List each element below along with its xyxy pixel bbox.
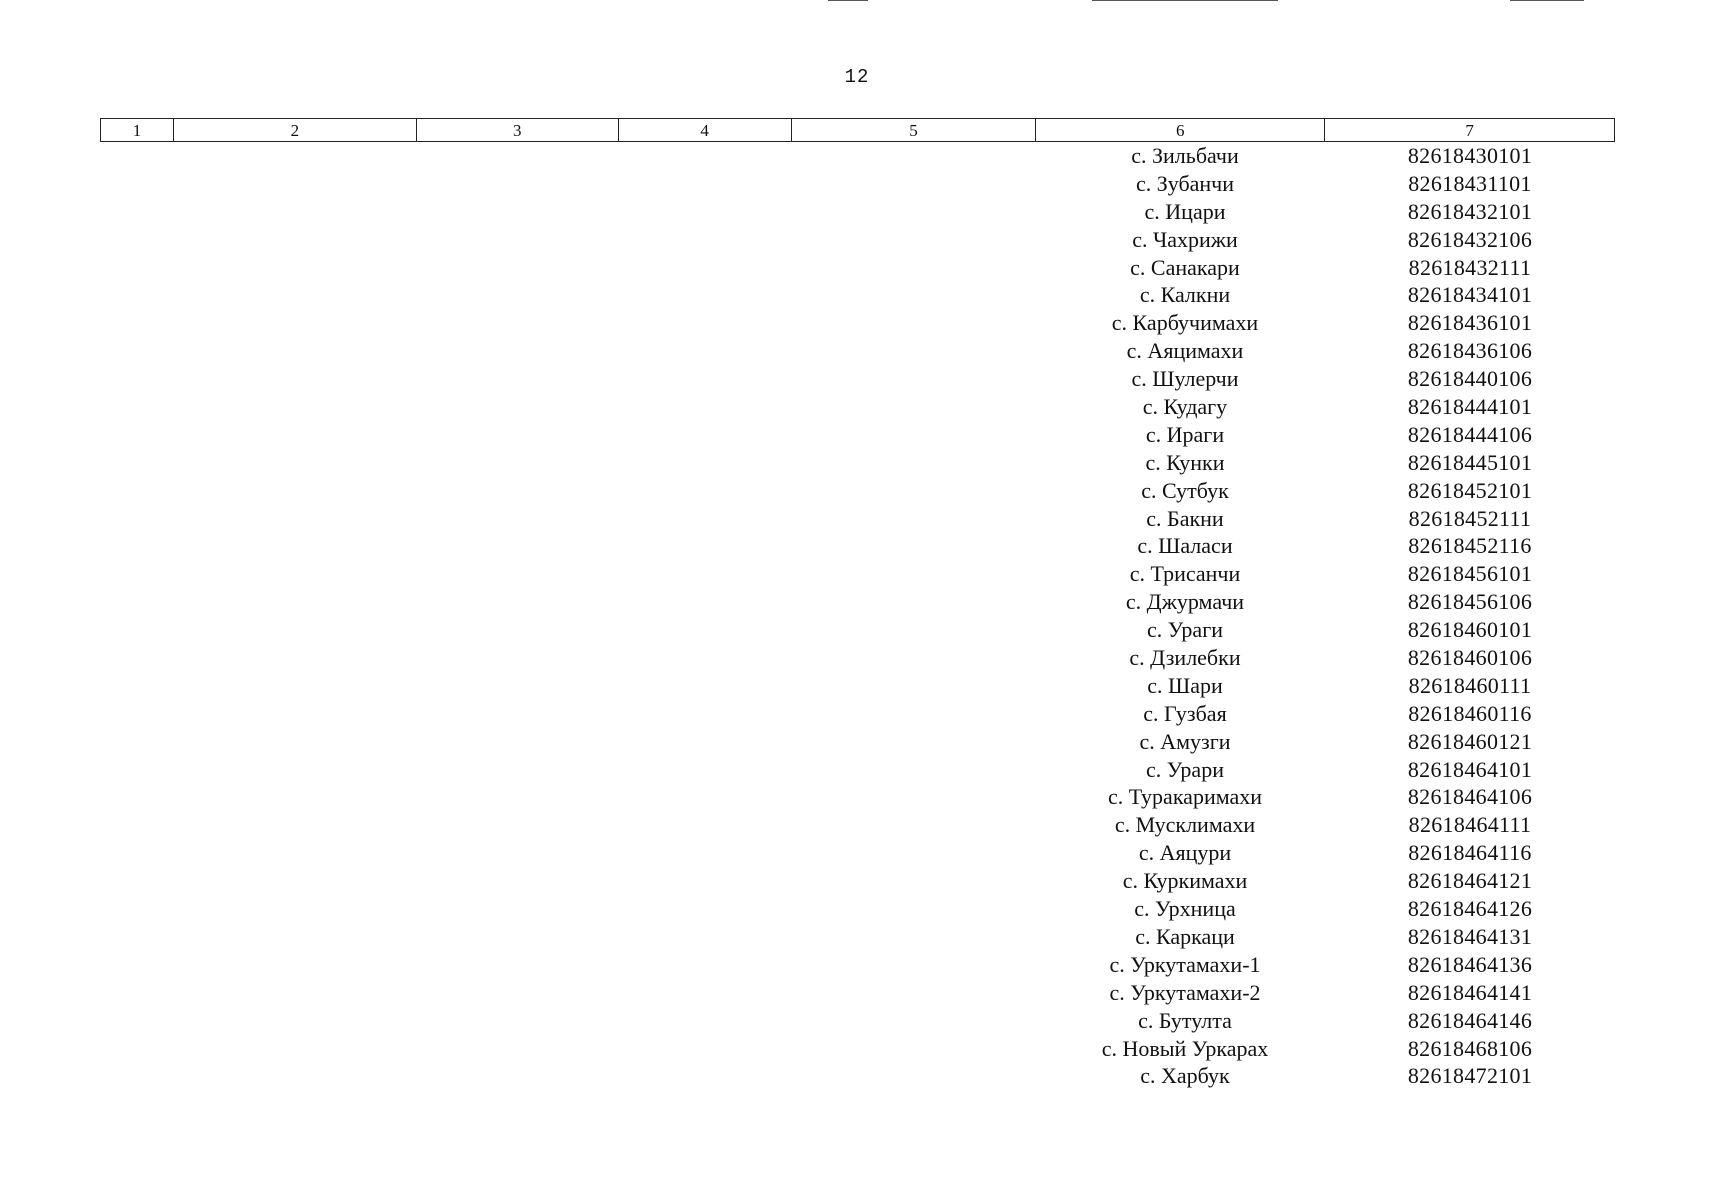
table-row [0,532,1714,560]
settlement-name: с. Ураги [1147,617,1223,643]
oktmo-code: 82618472101 [1407,1063,1533,1089]
settlement-name: с. Зильбачи [1131,143,1239,168]
settlement-name: с. Уркутамахи-1 [1109,951,1261,977]
settlement-name: с. Карбучимахи [1111,310,1259,336]
column-header-7: 7 [1325,119,1615,141]
table-row [0,951,1714,979]
oktmo-code: 82618464116 [1408,840,1532,866]
table-row [0,560,1714,588]
oktmo-code: 82618434101 [1407,282,1533,308]
scan-artifact [1510,0,1584,1]
oktmo-code: 82618456106 [1407,589,1533,615]
oktmo-code: 82618468106 [1407,1035,1533,1061]
table-row [0,923,1714,951]
oktmo-code: 82618464111 [1408,812,1532,838]
table-row [0,1007,1714,1035]
oktmo-code: 82618431101 [1408,170,1532,196]
oktmo-code: 82618464101 [1407,756,1533,782]
table-row [0,337,1714,365]
oktmo-code: 82618464136 [1407,951,1533,977]
oktmo-code: 82618432101 [1407,198,1533,224]
table-row [0,672,1714,700]
table-row [0,756,1714,784]
oktmo-code: 82618460101 [1407,617,1533,643]
oktmo-code: 82618440106 [1407,366,1533,392]
table-row [0,365,1714,393]
table-row [0,170,1714,198]
settlement-table-body [0,142,1714,1090]
table-row [0,867,1714,895]
settlement-name: с. Урхница [1134,896,1236,922]
oktmo-code: 82618444106 [1407,421,1533,447]
column-header-3: 3 [417,119,619,141]
settlement-name: с. Кудагу [1142,394,1228,420]
settlement-name: с. Каркаци [1135,923,1235,949]
settlement-name: с. Куркимахи [1122,868,1248,894]
settlement-name: с. Дзилебки [1129,645,1241,671]
table-row [0,281,1714,309]
oktmo-code: 82618452101 [1407,477,1533,503]
settlement-name: с. Урари [1146,756,1224,782]
table-row [0,588,1714,616]
settlement-name: с. Шаласи [1137,533,1233,559]
settlement-name: с. Бакни [1146,505,1224,531]
column-header-row [100,118,1615,142]
oktmo-code: 82618436106 [1407,338,1533,364]
settlement-name: с. Ицари [1144,198,1226,224]
settlement-name: с. Новый Уркарах [1101,1035,1269,1061]
settlement-name: с. Уркутамахи-2 [1109,979,1261,1005]
settlement-name: с. Туракаримахи [1107,784,1263,810]
table-row [0,142,1714,170]
settlement-name: с. Аяцимахи [1126,338,1244,364]
settlement-name: с. Гузбая [1143,700,1227,726]
table-row [0,644,1714,672]
oktmo-code: 82618444101 [1407,394,1533,420]
oktmo-code: 82618430101 [1407,143,1533,168]
settlement-name: с. Санакари [1130,254,1240,280]
oktmo-code: 82618464131 [1407,923,1533,949]
table-row [0,783,1714,811]
oktmo-code: 82618464126 [1407,896,1533,922]
scan-artifact [1092,0,1278,1]
column-header-5: 5 [792,119,1037,141]
oktmo-code: 82618452111 [1408,505,1532,531]
settlement-name: с. Зубанчи [1135,170,1235,196]
column-header-4: 4 [619,119,792,141]
table-row [0,895,1714,923]
table-row [0,700,1714,728]
table-row [0,421,1714,449]
settlement-name: с. Чахрижи [1132,226,1238,252]
table-row [0,198,1714,226]
oktmo-code: 82618460121 [1407,728,1533,754]
settlement-name: с. Шулерчи [1131,366,1239,392]
scan-artifact [828,0,868,1]
table-row [0,505,1714,533]
page-number: 12 [844,66,870,88]
settlement-name: с. Шари [1147,672,1223,698]
table-row [0,254,1714,282]
table-row [0,309,1714,337]
oktmo-code: 82618464141 [1407,979,1533,1005]
settlement-name: с. Кунки [1145,449,1225,475]
settlement-name: с. Трисанчи [1129,561,1241,587]
settlement-name: с. Бутулта [1138,1007,1232,1033]
table-row [0,1062,1714,1090]
settlement-name: с. Амузги [1139,728,1231,754]
table-row [0,811,1714,839]
oktmo-code: 82618464121 [1407,868,1533,894]
settlement-name: с. Сутбук [1141,477,1229,503]
oktmo-code: 82618460116 [1408,700,1532,726]
oktmo-code: 82618464146 [1407,1007,1533,1033]
table-row [0,728,1714,756]
settlement-name: с. Джурмачи [1125,589,1245,615]
oktmo-code: 82618432106 [1407,226,1533,252]
table-row [0,226,1714,254]
oktmo-code: 82618464106 [1407,784,1533,810]
settlement-name: с. Харбук [1140,1063,1230,1089]
table-row [0,393,1714,421]
column-header-1: 1 [101,119,174,141]
settlement-name: с. Аяцури [1138,840,1232,866]
table-row [0,839,1714,867]
oktmo-code: 82618432111 [1408,254,1532,280]
table-row [0,979,1714,1007]
column-header-6: 6 [1036,119,1325,141]
oktmo-code: 82618452116 [1408,533,1532,559]
table-row [0,449,1714,477]
settlement-name: с. Мусклимахи [1114,812,1256,838]
oktmo-code: 82618456101 [1407,561,1533,587]
table-row [0,1035,1714,1063]
column-header-2: 2 [174,119,417,141]
oktmo-code: 82618436101 [1407,310,1533,336]
settlement-name: с. Калкни [1139,282,1231,308]
oktmo-code: 82618460111 [1408,672,1532,698]
table-row [0,616,1714,644]
oktmo-code: 82618460106 [1407,645,1533,671]
settlement-name: с. Ираги [1145,421,1225,447]
table-row [0,477,1714,505]
oktmo-code: 82618445101 [1407,449,1533,475]
